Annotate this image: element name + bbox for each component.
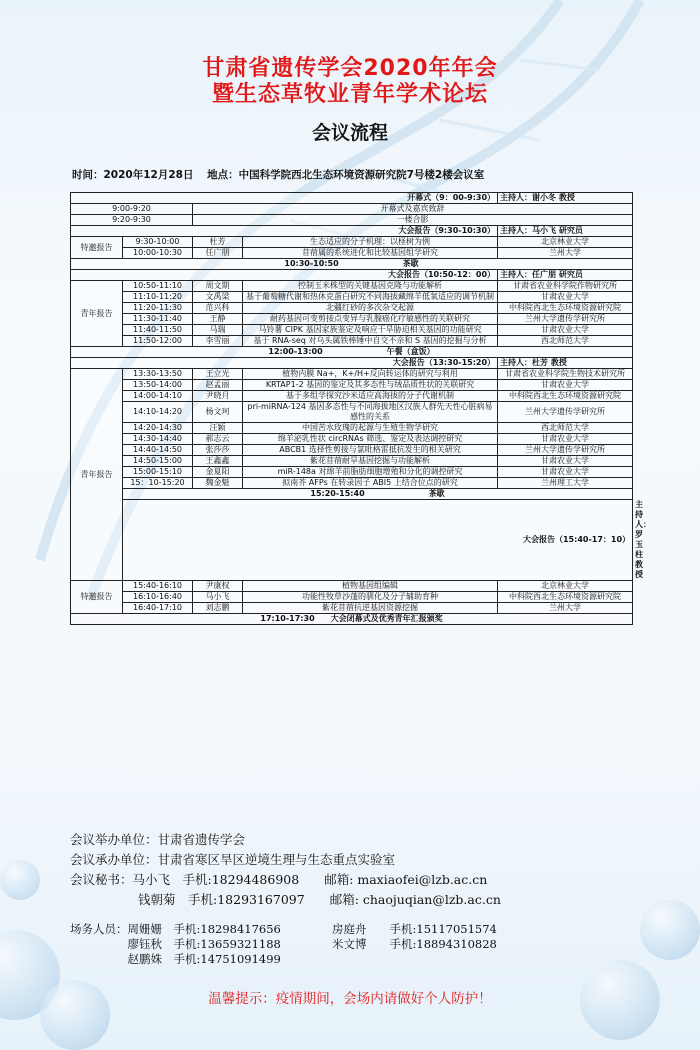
- talk-time: 10:00-10:30: [123, 248, 193, 259]
- staff-entry: 场务人员：周姗姗 手机:18298417656: [70, 922, 281, 936]
- talk-organization: 兰州大学: [498, 248, 633, 259]
- talk-speaker: 范兴科: [193, 303, 243, 314]
- break-row: [71, 614, 633, 625]
- talk-title: 苜蓿属的系统进化和比较基因组学研究: [243, 248, 498, 259]
- talk-time: 11:30-11:40: [123, 314, 193, 325]
- talk-title: 拟南芥 AFPs 在转录因子 ABI5 上结合位点的研究: [243, 478, 498, 489]
- subtitle: 会议流程: [311, 122, 388, 144]
- talk-organization: 兰州大学遗传学研究所: [498, 314, 633, 325]
- talk-row: [71, 237, 633, 248]
- footer-info: [70, 830, 501, 910]
- section-host: 主持人：任广朋 研究员: [498, 270, 633, 281]
- break-text: 12:00-13:00 午餐（盒饭）: [71, 347, 633, 358]
- section-header-row: [71, 270, 633, 281]
- section-title: 大会报告（15:40-17：10）: [123, 500, 633, 581]
- talk-time: 11:20-11:30: [123, 303, 193, 314]
- sponsor-line: 会议举办单位：甘肃省遗传学会: [70, 832, 246, 847]
- section-host: 主持人：谢小冬 教授: [498, 193, 633, 204]
- talk-time: 13:50-14:00: [123, 380, 193, 391]
- staff-list: [70, 922, 497, 967]
- talk-speaker: 王立光: [193, 369, 243, 380]
- talk-title: 绵羊泌乳性状 circRNAs 筛选、鉴定及表达调控研究: [243, 434, 498, 445]
- break-row: [71, 347, 633, 358]
- staff-entry: 米文博 手机:18894310828: [332, 937, 497, 951]
- talk-title: 紫花苜蓿耐旱基因挖掘与功能解析: [243, 456, 498, 467]
- meeting-time: 时间：2020年12月28日: [72, 169, 194, 181]
- talk-row: [71, 281, 633, 292]
- talk-organization: 北京林业大学: [498, 237, 633, 248]
- section-header-row: [71, 193, 633, 204]
- talk-title: pri-miRNA-124 基因多态性与不同海拔地区汉族人群先天性心脏病易感性的关系: [243, 402, 498, 423]
- talk-title: 基于 RNA-seq 对乌头属铁棒锤中自交不亲和 S 基因的挖掘与分析: [243, 336, 498, 347]
- secretary-line-2: 钱朝菊 手机:18293167097 邮箱: chaojuqian@lzb.ac.cn: [138, 892, 501, 907]
- talk-title: 中国苦水玫瑰的起源与生殖生物学研究: [243, 423, 498, 434]
- title-line-2: 暨生态草牧业青年学术论坛: [211, 82, 488, 107]
- talk-title: 紫花苜蓿抗逆基因资源挖掘: [243, 603, 498, 614]
- talk-title: 北疆红砂的多次杂交起源: [243, 303, 498, 314]
- talk-row: [71, 325, 633, 336]
- talk-speaker: 金夏阳: [193, 467, 243, 478]
- bubble-decoration: [0, 860, 40, 900]
- section-title: 大会报告（13:30-15:20）: [71, 358, 498, 369]
- talk-time: 14:00-14:10: [123, 391, 193, 402]
- slot-time: 9:20-9:30: [71, 215, 193, 226]
- talk-title: 马铃薯 CIPK 基因家族鉴定及响应干旱胁迫相关基因的功能研究: [243, 325, 498, 336]
- talk-organization: 甘肃农业大学: [498, 467, 633, 478]
- break-text: 10:30-10:50 茶歇: [71, 259, 633, 270]
- session-group-label: 青年报告: [71, 369, 123, 581]
- talk-time: 13:30-13:50: [123, 369, 193, 380]
- talk-time: 15:00-15:10: [123, 467, 193, 478]
- organizer-line: 会议承办单位：甘肃省寒区旱区逆境生理与生态重点实验室: [70, 852, 396, 867]
- talk-speaker: 任广朋: [193, 248, 243, 259]
- talk-organization: 兰州大学遗传学研究所: [498, 402, 633, 423]
- talk-row: [71, 592, 633, 603]
- talk-organization: 甘肃农业大学: [498, 434, 633, 445]
- break-text: 15:20-15:40 茶歇: [123, 489, 633, 500]
- talk-organization: 甘肃农业大学: [498, 380, 633, 391]
- talk-row: [71, 336, 633, 347]
- talk-organization: 兰州大学遗传学研究所: [498, 445, 633, 456]
- talk-organization: 中科院西北生态环境资源研究院: [498, 592, 633, 603]
- talk-row: [71, 402, 633, 423]
- talk-title: KRTAP1-2 基因的鉴定及其多态性与绒品质性状的关联研究: [243, 380, 498, 391]
- talk-speaker: 刘志鹏: [193, 603, 243, 614]
- talk-title: miR-148a 对绵羊前脂肪细胞增殖和分化的调控研究: [243, 467, 498, 478]
- section-header-row: [71, 358, 633, 369]
- talk-speaker: 尹晓月: [193, 391, 243, 402]
- section-title: 大会报告（10:50-12：00）: [71, 270, 498, 281]
- talk-time: 14:20-14:30: [123, 423, 193, 434]
- talk-row: [71, 581, 633, 592]
- talk-row: [71, 467, 633, 478]
- section-title: 开幕式（9：00-9:30）: [71, 193, 498, 204]
- talk-row: [71, 369, 633, 380]
- talk-speaker: 魏金魁: [193, 478, 243, 489]
- talk-organization: 甘肃省农业科学院生物技术研究所: [498, 369, 633, 380]
- talk-title: 植物基因组编辑: [243, 581, 498, 592]
- talk-organization: 兰州理工大学: [498, 478, 633, 489]
- talk-organization: 西北师范大学: [498, 423, 633, 434]
- talk-row: [71, 423, 633, 434]
- talk-organization: 甘肃省农业科学院作物研究所: [498, 281, 633, 292]
- talk-time: 14:10-14:20: [123, 402, 193, 423]
- talk-speaker: 尹康权: [193, 581, 243, 592]
- staff-entry: 赵鹏姝 手机:14751091499: [70, 952, 281, 966]
- staff-row: [70, 952, 497, 967]
- talk-title: 生态适应的分子机理：以柽树为例: [243, 237, 498, 248]
- talk-title: 控制玉米株型的关键基因克隆与功能解析: [243, 281, 498, 292]
- break-row: [71, 259, 633, 270]
- staff-entry: 房庭舟 手机:15117051574: [332, 922, 497, 936]
- talk-row: [71, 391, 633, 402]
- talk-speaker: 李雪丽: [193, 336, 243, 347]
- schedule-row: [71, 215, 633, 226]
- talk-time: 10:50-11:10: [123, 281, 193, 292]
- talk-organization: 北京林业大学: [498, 581, 633, 592]
- staff-entry: 廖钰秋 手机:13659321188: [70, 937, 281, 951]
- slot-content: 一楼合影: [193, 215, 633, 226]
- talk-title: ABCB1 选择性剪接与氯吡格雷抵抗发生的相关研究: [243, 445, 498, 456]
- section-host: 主持人：杜芳 教授: [498, 358, 633, 369]
- session-group-label: 特邀报告: [71, 581, 123, 614]
- section-host: 主持人：马小飞 研究员: [498, 226, 633, 237]
- break-row: [71, 489, 633, 500]
- meeting-place: 地点：中国科学院西北生态环境资源研究院7号楼2楼会议室: [207, 169, 485, 181]
- talk-organization: 甘肃农业大学: [498, 456, 633, 467]
- talk-speaker: 赵孟丽: [193, 380, 243, 391]
- talk-row: [71, 603, 633, 614]
- talk-organization: 中科院西北生态环境资源研究院: [498, 303, 633, 314]
- talk-speaker: 郝志云: [193, 434, 243, 445]
- talk-title: 耐药基因可变剪接点变异与乳腺癌化疗敏感性的关联研究: [243, 314, 498, 325]
- talk-row: [71, 478, 633, 489]
- talk-row: [71, 303, 633, 314]
- talk-speaker: 杨文珂: [193, 402, 243, 423]
- talk-time: 16:40-17:10: [123, 603, 193, 614]
- session-group-label: 青年报告: [71, 281, 123, 347]
- staff-row: [70, 922, 497, 937]
- talk-speaker: 杜芳: [193, 237, 243, 248]
- slot-content: 开幕式及嘉宾致辞: [193, 204, 633, 215]
- reminder-tip: 温馨提示：疫情期间，会场内请做好个人防护！: [208, 991, 492, 1007]
- title-line-1: 甘肃省遗传学会2020年年会: [202, 56, 498, 81]
- title-block: [0, 56, 700, 145]
- bubble-decoration: [640, 900, 700, 960]
- talk-title: 基于葡萄糖代谢和热休克蛋白研究不同海拔藏绵羊低氧适应的调节机制: [243, 292, 498, 303]
- talk-speaker: 马瑞: [193, 325, 243, 336]
- talk-organization: 甘肃农业大学: [498, 292, 633, 303]
- talk-title: 植物内膜 Na+，K+/H+反向转运体的研究与利用: [243, 369, 498, 380]
- section-header-row: 大会报告（15:40-17：10） 主持人：罗玉柱 教授: [71, 500, 633, 581]
- talk-time: 15：10-15:20: [123, 478, 193, 489]
- talk-speaker: 马小飞: [193, 592, 243, 603]
- schedule-table: [70, 192, 652, 625]
- talk-organization: 兰州大学: [498, 603, 633, 614]
- talk-time: 11:10-11:20: [123, 292, 193, 303]
- talk-speaker: 文禹梁: [193, 292, 243, 303]
- section-title: 大会报告（9:30-10:30）: [71, 226, 498, 237]
- talk-time: 16:10-16:40: [123, 592, 193, 603]
- talk-time: 11:50-12:00: [123, 336, 193, 347]
- talk-organization: 西北师范大学: [498, 336, 633, 347]
- talk-row: [71, 292, 633, 303]
- talk-speaker: 周文期: [193, 281, 243, 292]
- staff-row: [70, 937, 497, 952]
- talk-row: [71, 456, 633, 467]
- talk-row: [71, 248, 633, 259]
- talk-speaker: 王静: [193, 314, 243, 325]
- talk-row: [71, 434, 633, 445]
- talk-speaker: 王鑫鑫: [193, 456, 243, 467]
- break-text: 17:10-17:30 大会闭幕式及优秀青年汇报颁奖: [71, 614, 633, 625]
- talk-title: 功能性牧草沙蓬的驯化及分子辅助育种: [243, 592, 498, 603]
- talk-time: 14:30-14:40: [123, 434, 193, 445]
- talk-speaker: 汪颖: [193, 423, 243, 434]
- section-header-row: [71, 226, 633, 237]
- talk-row: [71, 445, 633, 456]
- talk-time: 14:50-15:00: [123, 456, 193, 467]
- slot-time: 9:00-9:20: [71, 204, 193, 215]
- talk-title: 基于多组学探究沙米适应高海拔的分子代谢机制: [243, 391, 498, 402]
- talk-organization: 中科院西北生态环境资源研究院: [498, 391, 633, 402]
- talk-row: [71, 314, 633, 325]
- talk-time: 11:40-11:50: [123, 325, 193, 336]
- talk-organization: 甘肃农业大学: [498, 325, 633, 336]
- talk-time: 9:30-10:00: [123, 237, 193, 248]
- talk-time: 14:40-14:50: [123, 445, 193, 456]
- talk-speaker: 张莎莎: [193, 445, 243, 456]
- talk-row: [71, 380, 633, 391]
- session-group-label: 特邀报告: [71, 237, 123, 259]
- schedule-row: [71, 204, 633, 215]
- secretary-line-1: 会议秘书：马小飞 手机:18294486908 邮箱: maxiaofei@lzb.ac.cn: [70, 872, 488, 887]
- talk-time: 15:40-16:10: [123, 581, 193, 592]
- time-place-line: [72, 167, 494, 182]
